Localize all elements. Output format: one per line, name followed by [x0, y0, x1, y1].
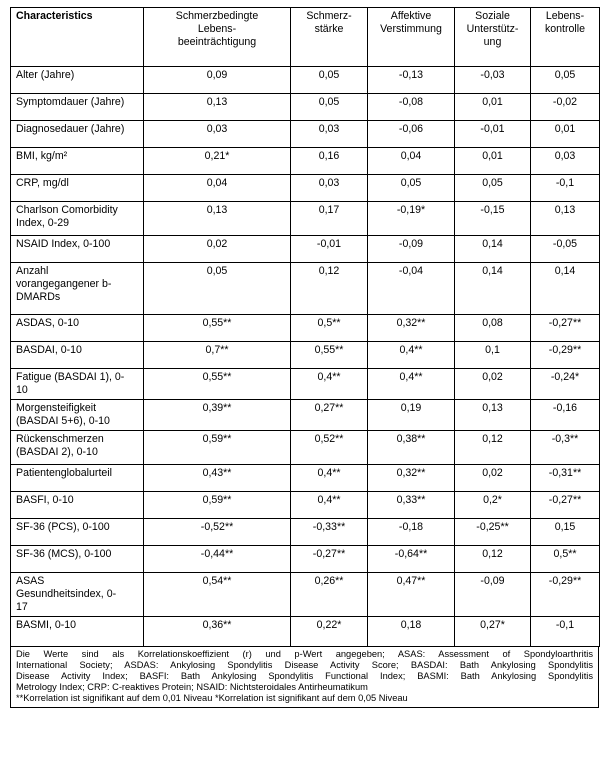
header-line: Unterstütz-	[466, 23, 519, 35]
table-cell: 0,14	[455, 263, 531, 315]
header-line: kontrolle	[544, 23, 586, 35]
table-cell: -0,08	[368, 94, 455, 121]
row-label: NSAID Index, 0-100	[11, 236, 144, 263]
header-line: stärke	[314, 23, 344, 35]
header-line: Affektive	[390, 10, 432, 22]
table-cell: -0,16	[531, 400, 600, 431]
row-label-line: Index, 0-29	[16, 217, 70, 229]
table-cell: 0,52**	[291, 431, 368, 465]
table-cell: -0,52**	[144, 519, 291, 546]
table-cell: 0,03	[531, 148, 600, 175]
table-row	[11, 465, 600, 492]
table-cell: 0,01	[531, 121, 600, 148]
table-cell: 0,4**	[291, 492, 368, 519]
header-line: beeinträchtigung	[177, 36, 257, 48]
footnote-line: Die Werte sind als Korrelationskoeffizient (r) und p-Wert angegeben; ASAS: Assessment of Spondyloarthritis	[16, 649, 593, 659]
table-footnote	[10, 647, 599, 708]
row-label	[11, 431, 144, 465]
table-cell: 0,08	[455, 315, 531, 342]
table-cell: 0,4**	[368, 342, 455, 369]
table-cell: -0,02	[531, 94, 600, 121]
table-cell: 0,5**	[531, 546, 600, 573]
row-label-line: 10	[16, 384, 28, 396]
table-cell: -0,13	[368, 67, 455, 94]
table-cell: 0,32**	[368, 465, 455, 492]
table-cell: 0,7**	[144, 342, 291, 369]
header-column	[368, 8, 455, 67]
table-cell: 0,04	[368, 148, 455, 175]
table-cell: 0,03	[144, 121, 291, 148]
table-cell: -0,29**	[531, 573, 600, 617]
table-cell: 0,01	[455, 94, 531, 121]
table-cell: 0,03	[291, 121, 368, 148]
table-cell: 0,5**	[291, 315, 368, 342]
table-row	[11, 202, 600, 236]
table-cell: 0,55**	[291, 342, 368, 369]
table-cell: 0,13	[144, 94, 291, 121]
footnote-line: Metrology Index; CRP: C-reaktives Protein; NSAID: Nichtsteroidales Antirheumatikum	[16, 682, 368, 692]
table-row	[11, 342, 600, 369]
row-label-line: ASAS	[16, 575, 45, 587]
table-cell: 0,18	[368, 617, 455, 647]
correlation-table	[10, 7, 600, 647]
table-cell: -0,03	[455, 67, 531, 94]
table-row	[11, 573, 600, 617]
row-label	[11, 202, 144, 236]
table-cell: 0,01	[455, 148, 531, 175]
footnote-line: International Society; ASDAS: Ankylosing Spondylitis Disease Activity Score; BASDAI: Bath Ankylosing Spondylitis	[16, 660, 593, 670]
table-cell: 0,39**	[144, 400, 291, 431]
row-label	[11, 573, 144, 617]
table-cell: -0,27**	[291, 546, 368, 573]
header-line: ung	[483, 36, 502, 48]
table-cell: 0,02	[144, 236, 291, 263]
row-label: Diagnosedauer (Jahre)	[11, 121, 144, 148]
header-line: Lebens-	[545, 10, 585, 22]
table-cell: 0,33**	[368, 492, 455, 519]
table-row	[11, 546, 600, 573]
table-cell: -0,64**	[368, 546, 455, 573]
table-cell: 0,05	[531, 67, 600, 94]
row-label-line: vorangegangener b-	[16, 278, 112, 290]
row-label: SF-36 (PCS), 0-100	[11, 519, 144, 546]
table-cell: -0,06	[368, 121, 455, 148]
table-cell: 0,14	[531, 263, 600, 315]
row-label-line: (BASDAI 5+6), 0-10	[16, 415, 110, 427]
row-label: SF-36 (MCS), 0-100	[11, 546, 144, 573]
header-line: Schmerz-	[306, 10, 352, 22]
row-label-line: Rückenschmerzen	[16, 433, 104, 445]
header-column	[531, 8, 600, 67]
table-cell: -0,24*	[531, 369, 600, 400]
table-cell: 0,4**	[291, 369, 368, 400]
table-cell: 0,4**	[291, 465, 368, 492]
table-row	[11, 148, 600, 175]
table-row	[11, 121, 600, 148]
table-row	[11, 263, 600, 315]
table-cell: -0,18	[368, 519, 455, 546]
document-page	[10, 7, 599, 708]
table-cell: -0,09	[455, 573, 531, 617]
header-column	[291, 8, 368, 67]
table-row	[11, 400, 600, 431]
table-cell: -0,01	[291, 236, 368, 263]
row-label: Symptomdauer (Jahre)	[11, 94, 144, 121]
row-label: BASDAI, 0-10	[11, 342, 144, 369]
table-cell: 0,13	[531, 202, 600, 236]
table-cell: 0,43**	[144, 465, 291, 492]
row-label-line: Morgensteifigkeit	[16, 402, 97, 414]
row-label: Patientenglobalurteil	[11, 465, 144, 492]
row-label-line: Gesundheitsindex, 0-	[16, 588, 117, 600]
row-label: CRP, mg/dl	[11, 175, 144, 202]
table-cell: -0,44**	[144, 546, 291, 573]
table-row	[11, 519, 600, 546]
header-characteristics: Characteristics	[11, 8, 144, 67]
table-cell: -0,33**	[291, 519, 368, 546]
table-cell: -0,31**	[531, 465, 600, 492]
table-cell: 0,2*	[455, 492, 531, 519]
table-cell: -0,01	[455, 121, 531, 148]
table-cell: 0,09	[144, 67, 291, 94]
header-column	[144, 8, 291, 67]
row-label: BMI, kg/m²	[11, 148, 144, 175]
row-label	[11, 369, 144, 400]
table-row	[11, 315, 600, 342]
table-cell: 0,14	[455, 236, 531, 263]
table-cell: -0,09	[368, 236, 455, 263]
table-cell: -0,1	[531, 175, 600, 202]
table-row	[11, 236, 600, 263]
table-cell: 0,54**	[144, 573, 291, 617]
row-label	[11, 263, 144, 315]
table-row	[11, 492, 600, 519]
table-cell: 0,04	[144, 175, 291, 202]
table-cell: 0,02	[455, 465, 531, 492]
table-cell: 0,21*	[144, 148, 291, 175]
table-cell: 0,02	[455, 369, 531, 400]
header-line: Verstimmung	[380, 23, 442, 35]
header-line: Soziale	[475, 10, 510, 22]
row-label-line: Anzahl	[16, 265, 49, 277]
row-label: ASDAS, 0-10	[11, 315, 144, 342]
table-cell: 0,03	[291, 175, 368, 202]
row-label-line: Fatigue (BASDAI 1), 0-	[16, 371, 125, 383]
table-cell: 0,12	[455, 431, 531, 465]
table-cell: 0,13	[455, 400, 531, 431]
table-cell: 0,59**	[144, 492, 291, 519]
table-row	[11, 67, 600, 94]
row-label-line: (BASDAI 2), 0-10	[16, 446, 98, 458]
table-header-row	[11, 8, 600, 67]
table-cell: 0,12	[455, 546, 531, 573]
table-cell: -0,1	[531, 617, 600, 647]
header-line: Schmerzbedingte	[175, 10, 259, 22]
row-label: BASMI, 0-10	[11, 617, 144, 647]
table-cell: 0,55**	[144, 369, 291, 400]
table-cell: 0,05	[455, 175, 531, 202]
row-label-line: Charlson Comorbidity	[16, 204, 118, 216]
header-column	[455, 8, 531, 67]
table-cell: 0,38**	[368, 431, 455, 465]
table-cell: 0,05	[368, 175, 455, 202]
table-cell: -0,29**	[531, 342, 600, 369]
table-row	[11, 431, 600, 465]
table-cell: 0,4**	[368, 369, 455, 400]
table-cell: 0,36**	[144, 617, 291, 647]
table-cell: -0,27**	[531, 315, 600, 342]
row-label: Alter (Jahre)	[11, 67, 144, 94]
table-cell: -0,05	[531, 236, 600, 263]
table-row	[11, 175, 600, 202]
table-cell: 0,22*	[291, 617, 368, 647]
table-cell: 0,05	[291, 67, 368, 94]
table-cell: -0,27**	[531, 492, 600, 519]
table-cell: 0,05	[291, 94, 368, 121]
table-row	[11, 369, 600, 400]
table-row	[11, 617, 600, 647]
table-row	[11, 94, 600, 121]
table-cell: 0,59**	[144, 431, 291, 465]
table-body	[11, 67, 600, 647]
table-cell: 0,19	[368, 400, 455, 431]
row-label-line: DMARDs	[16, 291, 61, 303]
table-cell: 0,55**	[144, 315, 291, 342]
table-cell: 0,27*	[455, 617, 531, 647]
table-cell: 0,12	[291, 263, 368, 315]
header-line: Lebens-	[197, 23, 237, 35]
table-cell: 0,13	[144, 202, 291, 236]
table-cell: -0,04	[368, 263, 455, 315]
table-cell: 0,32**	[368, 315, 455, 342]
table-cell: 0,47**	[368, 573, 455, 617]
table-cell: 0,15	[531, 519, 600, 546]
table-cell: -0,15	[455, 202, 531, 236]
row-label	[11, 400, 144, 431]
table-cell: 0,1	[455, 342, 531, 369]
table-cell: -0,3**	[531, 431, 600, 465]
row-label: BASFI, 0-10	[11, 492, 144, 519]
table-cell: 0,17	[291, 202, 368, 236]
table-cell: 0,27**	[291, 400, 368, 431]
row-label-line: 17	[16, 601, 28, 613]
table-cell: 0,05	[144, 263, 291, 315]
table-cell: 0,26**	[291, 573, 368, 617]
footnote-line: Disease Activity Index; BASFI: Bath Ankylosing Spondylitis Functional Index; BASMI: Bath Ankylosing Spondylitis	[16, 671, 593, 681]
table-cell: -0,25**	[455, 519, 531, 546]
table-cell: 0,16	[291, 148, 368, 175]
table-cell: -0,19*	[368, 202, 455, 236]
footnote-line: **Korrelation ist signifikant auf dem 0,01 Niveau *Korrelation ist signifikant auf dem 0,05 Niveau	[16, 693, 408, 703]
